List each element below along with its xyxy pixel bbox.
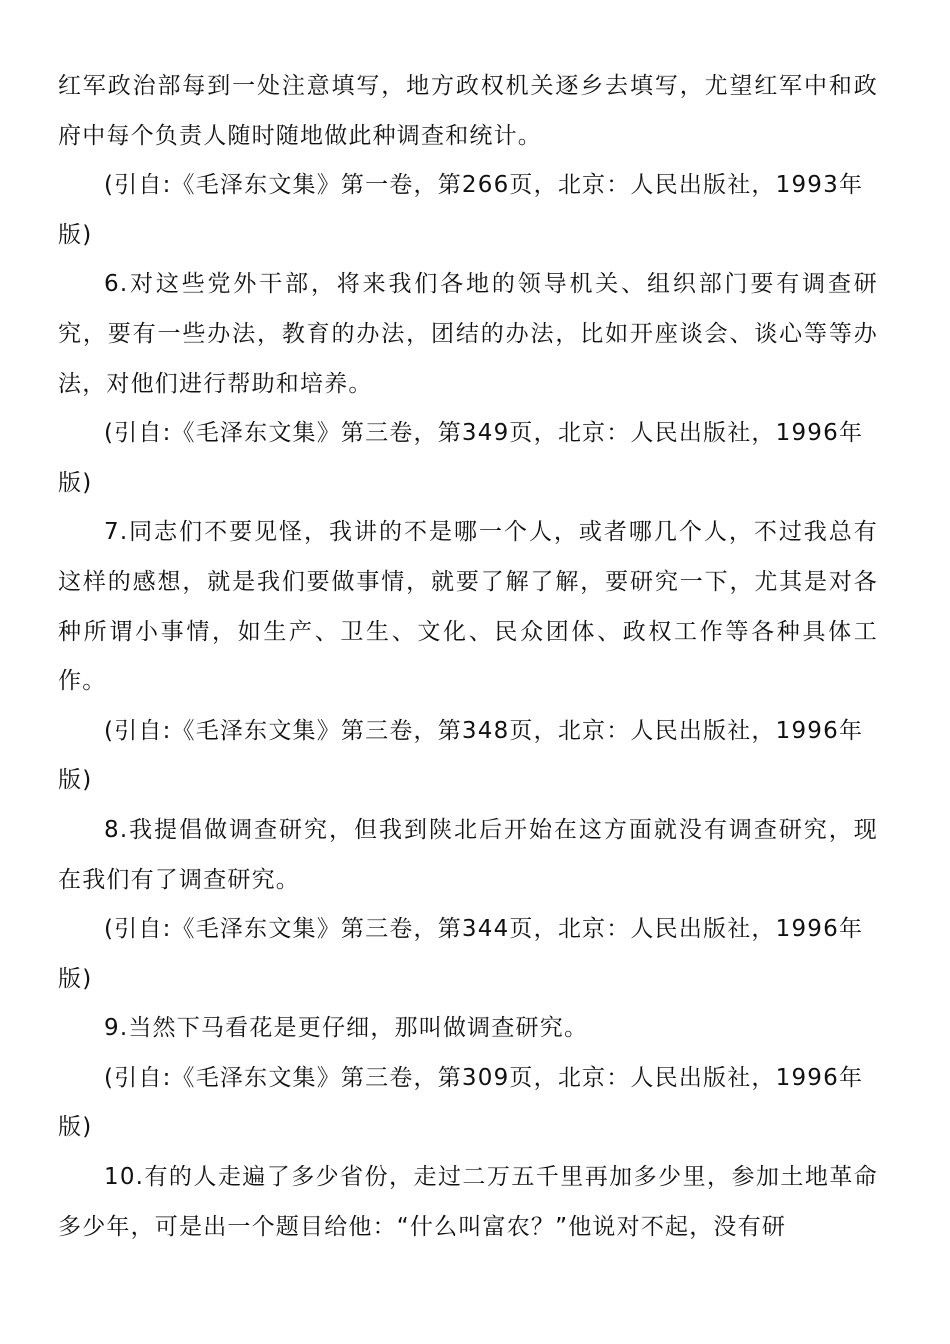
- citation-309: (引自:《毛泽东文集》第三卷，第309页，北京：人民出版社，1996年版): [58, 1064, 864, 1141]
- citation-1993: (引自:《毛泽东文集》第一卷，第266页，北京：人民出版社，1993年版): [58, 172, 864, 248]
- citation-348: (引自:《毛泽东文集》第三卷，第348页，北京：人民出版社，1996年版): [58, 717, 864, 794]
- paragraph-10: 10.有的人走遍了多少省份，走过二万五千里再加多少里，参加土地革命多少年，可是出一个题目给他：“什么叫富农？”他说对不起，没有研: [58, 1164, 878, 1240]
- paragraph-7: 7.同志们不要见怪，我讲的不是哪一个人，或者哪几个人，不过我总有这样的感想，就是我们要做事情，就要了解了解，要研究一下，尤其是对各种所谓小事情，如生产、卫生、文化、民众团体、政权工作等各种具体工作。: [58, 519, 878, 695]
- citation-344: (引自:《毛泽东文集》第三卷，第344页，北京：人民出版社，1996年版): [58, 916, 864, 992]
- citation-349: (引自:《毛泽东文集》第三卷，第349页，北京：人民出版社，1996年版): [58, 420, 864, 496]
- document-page: [58, 62, 878, 1252]
- paragraph-continuation: 红军政治部每到一处注意填写，地方政权机关逐乡去填写，尤望红军中和政府中每个负责人随时随地做此种调查和统计。: [58, 73, 878, 149]
- paragraph-9: 9.当然下马看花是更仔细，那叫做调查研究。: [104, 1015, 589, 1042]
- paragraph-8: 8.我提倡做调查研究，但我到陕北后开始在这方面就没有调查研究，现在我们有了调查研究。: [58, 816, 878, 893]
- paragraph-6: 6.对这些党外干部，将来我们各地的领导机关、组织部门要有调查研究，要有一些办法，教育的办法，团结的办法，比如开座谈会、谈心等等办法，对他们进行帮助和培养。: [58, 271, 878, 397]
